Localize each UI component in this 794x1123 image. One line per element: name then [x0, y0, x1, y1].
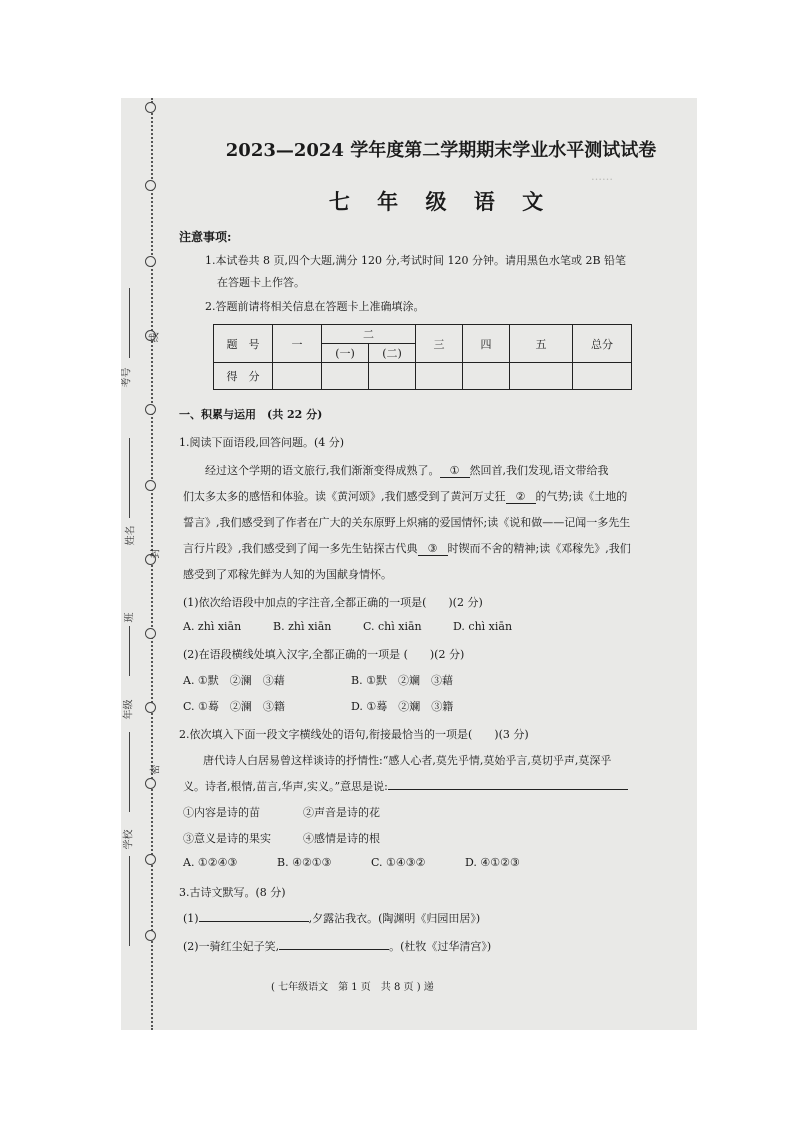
name-field-line	[129, 438, 130, 518]
score-table-col-5: 五	[510, 325, 573, 363]
exam-title: 2023—2024 学年度第二学期期末学业水平测试试卷	[225, 140, 657, 161]
item-4: ④感情是诗的根	[303, 832, 380, 845]
option-b: B. ④②①③	[277, 856, 332, 869]
passage-text: 们太多太多的感悟和体验。读《黄河颂》,我们感受到了黄河万丈狂	[183, 490, 506, 503]
question-3-1	[183, 910, 480, 926]
score-cell	[573, 363, 632, 390]
score-table-col-2: 二	[322, 325, 416, 344]
margin-label-grade: 年级	[123, 699, 135, 720]
passage-line-4	[183, 540, 631, 556]
item-text: (2)一骑红尘妃子笑,	[183, 940, 280, 953]
item-2: ②声音是诗的花	[303, 806, 380, 819]
question-1-2: (2)在语段横线处填入汉字,全都正确的一项是 ( )(2 分)	[183, 648, 465, 661]
blank-3: ③	[418, 542, 448, 556]
score-cell	[416, 363, 463, 390]
item-number: (1)	[183, 912, 199, 925]
option-b: B. ①默 ②斓 ③藉	[351, 674, 453, 687]
exam-paper	[121, 98, 697, 1030]
binding-hole-icon	[145, 102, 156, 113]
question-1: 1.阅读下面语段,回答问题。(4 分)	[179, 436, 345, 449]
question-2-passage-1: 唐代诗人白居易曾这样谈诗的抒情性:“感人心者,莫先乎情,莫始乎言,莫切乎声,莫深乎	[203, 754, 612, 767]
passage-text: 义。诗者,根情,苗言,华声,实义。”意思是说:	[183, 780, 388, 793]
score-cell	[322, 363, 369, 390]
passage-line-2	[183, 488, 627, 504]
notice-heading: 注意事项:	[179, 230, 232, 244]
margin-label-school: 学校	[123, 829, 135, 850]
question-1-2-options-cd	[183, 698, 453, 714]
margin-label-name: 姓名	[125, 525, 137, 546]
question-1-2-options-ab	[183, 672, 453, 688]
question-2-items-12	[183, 804, 380, 820]
answer-blank	[199, 921, 309, 922]
number-field-line	[129, 288, 130, 358]
passage-text: 的气势;读《土地的	[535, 490, 628, 503]
passage-text: 言行片段》,我们感受到了闻一多先生钻探古代典	[183, 542, 418, 555]
option-c: C. ①④③②	[371, 856, 426, 869]
score-table-col-total: 总分	[573, 325, 632, 363]
option-a: A. zhì xiān	[183, 620, 242, 633]
notice-item-1-cont: 在答题卡上作答。	[217, 276, 305, 289]
score-cell	[510, 363, 573, 390]
margin-label-seal: 封	[150, 548, 162, 559]
item-1: ①内容是诗的苗	[183, 806, 260, 819]
item-text: ,夕露沾我衣。(陶渊明《归园田居》)	[308, 912, 481, 925]
binding-hole-icon	[145, 702, 156, 713]
passage-text: 经过这个学期的语文旅行,我们渐渐变得成熟了。	[205, 464, 440, 477]
blank-2: ②	[506, 490, 536, 504]
page-footer: ( 七年级语文 第 1 页 共 8 页 ) 递	[271, 982, 434, 993]
notice-item-1: 1.本试卷共 8 页,四个大题,满分 120 分,考试时间 120 分钟。请用黑色水笔或 2B 铅笔	[205, 254, 627, 267]
question-1-1-options	[183, 620, 543, 633]
blank-1: ①	[440, 464, 470, 478]
class-field-line	[129, 626, 130, 676]
option-d: D. ④①②③	[465, 856, 520, 869]
binding-hole-icon	[145, 854, 156, 865]
option-a: A. ①②④③	[183, 856, 238, 869]
binding-hole-icon	[145, 180, 156, 191]
exam-subject: 七 年 级 语 文	[328, 189, 554, 214]
binding-hole-icon	[145, 480, 156, 491]
score-cell	[369, 363, 416, 390]
question-3: 3.古诗文默写。(8 分)	[179, 886, 286, 899]
answer-blank	[388, 789, 628, 790]
binding-hole-icon	[145, 256, 156, 267]
option-b: B. zhì xiān	[273, 620, 332, 633]
score-table-col-3: 三	[416, 325, 463, 363]
option-a: A. ①默 ②澜 ③藉	[183, 674, 285, 687]
passage-line-3: 誓言》,我们感受到了作者在广大的关东原野上炽痛的爱国情怀;读《说和做——记闻一多先生	[183, 516, 631, 529]
score-table-col-1: 一	[273, 325, 322, 363]
question-2-passage-2	[183, 778, 628, 794]
margin-label-line: 线	[149, 332, 161, 343]
question-2-options	[183, 856, 520, 869]
score-table-col-4: 四	[463, 325, 510, 363]
passage-line-5: 感受到了邓稼先鲜为人知的为国献身情怀。	[183, 568, 392, 581]
option-c: C. ①蓦 ②澜 ③籍	[183, 700, 285, 713]
margin-label-secret: 密	[150, 764, 162, 775]
option-d: D. chì xiān	[453, 620, 513, 633]
item-3: ③意义是诗的果实	[183, 832, 271, 845]
question-1-1: (1)依次给语段中加点的字注音,全都正确的一项是( )(2 分)	[183, 596, 483, 609]
show-through-text: ……	[591, 170, 613, 183]
item-text: 。(杜牧《过华清宫》)	[389, 940, 492, 953]
binding-margin	[121, 98, 181, 1030]
grade-field-line	[129, 732, 130, 812]
binding-hole-icon	[145, 628, 156, 639]
score-table	[213, 324, 632, 390]
notice-item-2: 2.答题前请将相关信息在答题卡上准确填涂。	[205, 300, 425, 313]
question-3-2	[183, 938, 491, 954]
score-table-col-2-sub-2: (二)	[369, 344, 416, 363]
binding-hole-icon	[145, 930, 156, 941]
binding-hole-icon	[145, 404, 156, 415]
passage-line-1	[205, 462, 609, 478]
score-table-col-2-sub-1: (一)	[322, 344, 369, 363]
question-2: 2.依次填入下面一段文字横线处的语句,衔接最恰当的一项是( )(3 分)	[179, 728, 529, 741]
school-field-line	[129, 856, 130, 946]
binding-hole-icon	[145, 778, 156, 789]
option-d: D. ①蓦 ②斓 ③籍	[351, 700, 454, 713]
passage-text: 然回首,我们发现,语文带给我	[469, 464, 609, 477]
section-1-heading: 一、积累与运用 (共 22 分)	[179, 408, 323, 421]
score-cell	[273, 363, 322, 390]
score-table-row-label: 题 号	[214, 325, 273, 363]
margin-label-class: 班	[124, 612, 136, 623]
question-2-items-34	[183, 830, 380, 846]
answer-blank	[279, 949, 389, 950]
margin-label-number: 考号	[121, 367, 133, 388]
score-table-score-label: 得 分	[214, 363, 273, 390]
passage-text: 时锲而不舍的精神;读《邓稼先》,我们	[447, 542, 631, 555]
score-cell	[463, 363, 510, 390]
option-c: C. chì xiān	[363, 620, 422, 633]
